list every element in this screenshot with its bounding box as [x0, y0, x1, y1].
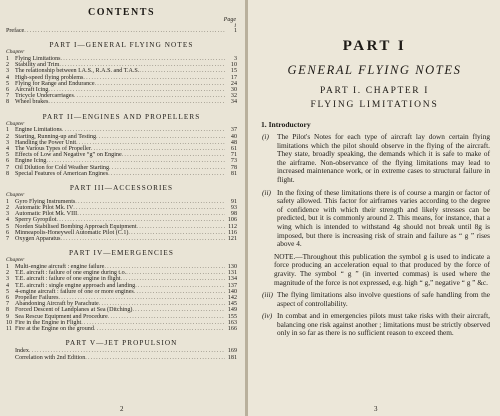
toc-entry-number: 5 — [6, 152, 10, 159]
toc-entry-page: 81 — [230, 170, 237, 177]
section-heading: 1. Introductory — [261, 120, 311, 129]
paragraph-i: (i) The Pilot's Notes for each type of aircraft lay down certain flying limitations which the pilot should observe in the flying of the aircraft. They state, broadly speaking, the demands which it is safe to make of the airframe. Non-observance of the flying limitations may lead to increased maintenance work, or in extreme cases to structural failure in flight. — [262, 132, 490, 184]
toc-entry-title: Engine Icing — [15, 158, 47, 165]
toc-entry-number: 5 — [6, 288, 10, 295]
toc-entry-title: Stability and Trim — [15, 62, 60, 69]
chapter-heading: PART I. CHAPTER I — [320, 86, 429, 96]
toc-entry-number: 3 — [6, 68, 10, 75]
toc-entry-page: 134 — [227, 276, 237, 283]
toc-entry-page: 30 — [230, 87, 237, 94]
toc-entry-page: 163 — [227, 319, 237, 326]
toc-entry-page: 181 — [227, 354, 237, 361]
toc-entry-number: 6 — [6, 295, 10, 302]
toc-entry-title: 4-engine aircraft : failure of one or more engines — [15, 288, 134, 295]
toc-entry-title: Gyro Flying Instruments — [15, 198, 76, 205]
toc-entry-page: 169 — [227, 348, 237, 355]
toc-entry-number: 8 — [6, 307, 10, 314]
toc-entry-page: 130 — [227, 264, 237, 271]
toc-leader — [94, 326, 225, 332]
toc-entry-title: The relationship between I.A.S., R.A.S. and T.A.S. — [15, 68, 140, 75]
toc-entry-page: 10 — [230, 62, 237, 69]
toc-entry-title: Flying Limitations — [15, 56, 61, 62]
toc-entry[interactable] — [6, 171, 237, 177]
toc-entry-number: 2 — [6, 205, 10, 212]
toc-entry-title: Propeller Failures — [15, 295, 59, 302]
paragraph-ii: (ii) In the fixing of these limitations there is of course a margin or factor of safety allowed. This factor for airframes varies according to the degree of confidence with which their strength and likely stresses can be predicted, but it is commonly around 2. This means, for instance, that a wing which is intended to withstand 4g should not break until 8g is imposed, but there is increasing risk of strain and failure as “ g ” rises above 4. — [262, 187, 490, 249]
toc-entry-number: 6 — [6, 229, 10, 236]
page-column-header: Page i — [223, 17, 236, 29]
toc-entry-number: 7 — [6, 236, 10, 243]
toc-entry-title: Norden Stabilised Bombing Approach Equipment — [15, 223, 137, 230]
toc-entry-title: Minneapolis-Honeywell Automatic Pilot (C.1) — [15, 229, 129, 236]
toc-entry-title: Effects of Low and Negative “g” on Engine — [15, 152, 122, 159]
part-title: GENERAL FLYING NOTES — [287, 63, 462, 77]
toc-entry-number: 5 — [6, 223, 10, 230]
toc-entry-page: 112 — [228, 223, 237, 230]
toc-entry-number: 1 — [6, 198, 10, 205]
part-title: PART IV—EMERGENCIES — [69, 249, 174, 258]
toc-leader — [85, 355, 225, 361]
note-paragraph: NOTE.—Throughout this publication the symbol g is used to indicate a force producing an acceleration equal to that produced by the force of gravity. The symbol “ g ” (in inverted commas) is used where the magnitude of the force is not expressed, e.g. high “ g,” negative “ g ” &c. — [274, 251, 490, 287]
toc-entry-number: 9 — [6, 313, 10, 320]
part-heading: PART I — [342, 38, 407, 54]
toc-leader — [48, 99, 225, 105]
toc-entry-number: 7 — [6, 93, 10, 100]
toc-entry-number: 2 — [6, 133, 10, 140]
toc-entry-title: T.E. aircraft : failure of one engine during t.o. — [15, 270, 127, 277]
toc-parts — [6, 41, 237, 361]
toc-entry-number: 1 — [6, 264, 10, 271]
toc-entry-page: 71 — [230, 152, 237, 159]
toc-entry-title: Multi-engine aircraft : engine failure — [15, 264, 105, 271]
toc-entry-title: Fire at the Engine on the ground — [15, 326, 94, 333]
toc-entry-number: 3 — [6, 211, 10, 218]
chapter-column-label: Chapter — [6, 257, 25, 264]
toc-entry-title: Correlation with 2nd Edition — [15, 354, 86, 361]
paragraph-iii: (iii) The flying limitations also involve questions of safe handling from the aspect of controllability. — [262, 290, 490, 308]
toc-entry-title: T.E. aircraft : single engine approach and landing — [15, 282, 136, 289]
toc-entry-page: 61 — [230, 146, 237, 153]
toc-entry-title: T.E. aircraft : failure of one engine in flight — [15, 276, 121, 283]
part-title: PART III—ACCESSORIES — [69, 184, 174, 193]
toc-entry-number: 1 — [6, 127, 10, 134]
toc-entry-title: Special Features of American Engines — [15, 170, 109, 177]
toc-entry-number: 7 — [6, 164, 10, 171]
toc-entry-number: 3 — [6, 276, 10, 283]
part-title: PART II—ENGINES AND PROPELLERS — [42, 112, 201, 121]
toc-entry-title: Sea Rescue Equipment and Procedure — [15, 313, 108, 320]
toc-leader — [61, 236, 225, 242]
chapter-column-label: Chapter — [6, 49, 25, 56]
toc-entry-number: 3 — [6, 139, 10, 146]
chapter-page — [248, 0, 500, 416]
toc-entry-page: 121 — [227, 236, 237, 243]
page-number-left: 2 — [120, 405, 124, 413]
toc-entry-number: 10 — [6, 319, 13, 326]
toc-entry-number: 6 — [6, 87, 10, 94]
toc-entry-page: 91 — [230, 198, 237, 205]
toc-entry-number: 4 — [6, 146, 10, 153]
part-title: PART I—GENERAL FLYING NOTES — [49, 41, 194, 50]
toc-entry-number: 4 — [6, 74, 10, 81]
toc-entry-number: 7 — [6, 301, 10, 308]
toc-entry-title: Starting, Running-up and Testing — [15, 133, 97, 140]
toc-entry-title: Index — [15, 348, 29, 355]
toc-entry-page: 24 — [230, 80, 237, 87]
toc-entry-number: 4 — [6, 217, 10, 224]
toc-entry-title: Automatic Pilot Mk. VIII — [15, 211, 78, 218]
toc-entry-page: 155 — [227, 313, 237, 320]
toc-entry-page: 98 — [230, 211, 237, 218]
toc-entry-title: Tricycle Undercarriages — [15, 93, 74, 100]
toc-entry-page: 106 — [227, 217, 237, 224]
toc-entry-title: Oil Dilution for Cold Weather Starting — [15, 164, 110, 171]
toc-entry-page: 48 — [230, 139, 237, 146]
contents-title: CONTENTS — [87, 7, 155, 18]
toc-entry[interactable] — [6, 326, 237, 332]
toc-entry-page: 37 — [230, 127, 237, 134]
toc-entry[interactable] — [6, 236, 237, 242]
toc-entry-page: 93 — [230, 205, 237, 212]
toc-entry-number — [6, 355, 15, 361]
toc-entry-number: 1 — [6, 56, 10, 62]
toc-leader — [108, 171, 225, 177]
toc-entry-page: 15 — [230, 68, 237, 75]
toc-entry-title: The Various Types of Propeller — [15, 146, 91, 153]
chapter-title: FLYING LIMITATIONS — [310, 100, 439, 110]
toc-entry-number: 8 — [6, 170, 10, 177]
chapter-column-label: Chapter — [6, 120, 25, 127]
toc-entry-page: 131 — [227, 270, 237, 277]
toc-entry-number: 4 — [6, 282, 10, 289]
toc-entry-page: 40 — [230, 133, 237, 140]
toc-entry-title: Fire in the Engine in Flight — [15, 319, 82, 326]
toc-entry[interactable] — [6, 99, 237, 105]
toc-entry-title: Flying for Range and Endurance — [15, 80, 95, 87]
toc-entry-number: 11 — [6, 326, 12, 333]
toc-entry-title: Oxygen Apparatus — [15, 236, 61, 243]
toc-entry[interactable] — [6, 355, 237, 361]
toc-entry-title: Automatic Pilot Mk. IV — [15, 205, 74, 212]
toc-entry-title: High-speed flying problems — [15, 74, 84, 81]
toc-preface[interactable]: Preface ..... 1 — [6, 28, 237, 34]
toc-entry-title: Wheel brakes — [15, 99, 49, 106]
toc-entry-number: 2 — [6, 62, 10, 69]
toc-entry-page: 73 — [230, 158, 237, 165]
toc-entry-page: 142 — [227, 295, 237, 302]
chapter-column-label: Chapter — [6, 192, 25, 199]
toc-entry-number: 2 — [6, 270, 10, 277]
toc-entry-number: 5 — [6, 80, 10, 87]
toc-entry-page: 32 — [230, 93, 237, 100]
toc-entry-page: 145 — [227, 301, 237, 308]
part-title: PART V—JET PROPULSION — [65, 339, 178, 348]
paragraph-iv: (iv) In combat and in emergencies pilots must take risks with their aircraft, balancing one risk against another ; limitations must be strictly observed only in so far as there is no sufficient reason to exceed them. — [262, 311, 490, 338]
toc-entry-title: Abandoning Aircraft by Parachute — [15, 301, 99, 308]
toc-entry-title: Aircraft Icing — [15, 87, 49, 94]
toc-entry-page: 149 — [227, 307, 237, 314]
toc-entry-page: 17 — [230, 74, 237, 81]
toc-entry-page: 78 — [230, 164, 237, 171]
toc-entry-page: 166 — [227, 326, 237, 333]
toc-entry-title: Sperry Gyropilot — [15, 217, 57, 224]
toc-entry-page: 116 — [228, 229, 237, 236]
contents-page — [0, 0, 245, 416]
toc-entry-page: 3 — [233, 56, 237, 62]
toc-entry-number: 6 — [6, 158, 10, 165]
page-number-right: 3 — [374, 405, 378, 413]
toc-entry-number: 8 — [6, 99, 10, 106]
toc-entry-page: 140 — [227, 288, 237, 295]
toc-entry-page: 34 — [230, 99, 237, 106]
toc-entry-page: 137 — [227, 282, 237, 289]
toc-entry-title: Engine Limitations — [15, 127, 62, 134]
toc-entry-title: Handling the Power Unit — [15, 139, 77, 146]
toc-entry-title: Forced Descent of Landplanes at Sea (Ditching) — [15, 307, 133, 314]
